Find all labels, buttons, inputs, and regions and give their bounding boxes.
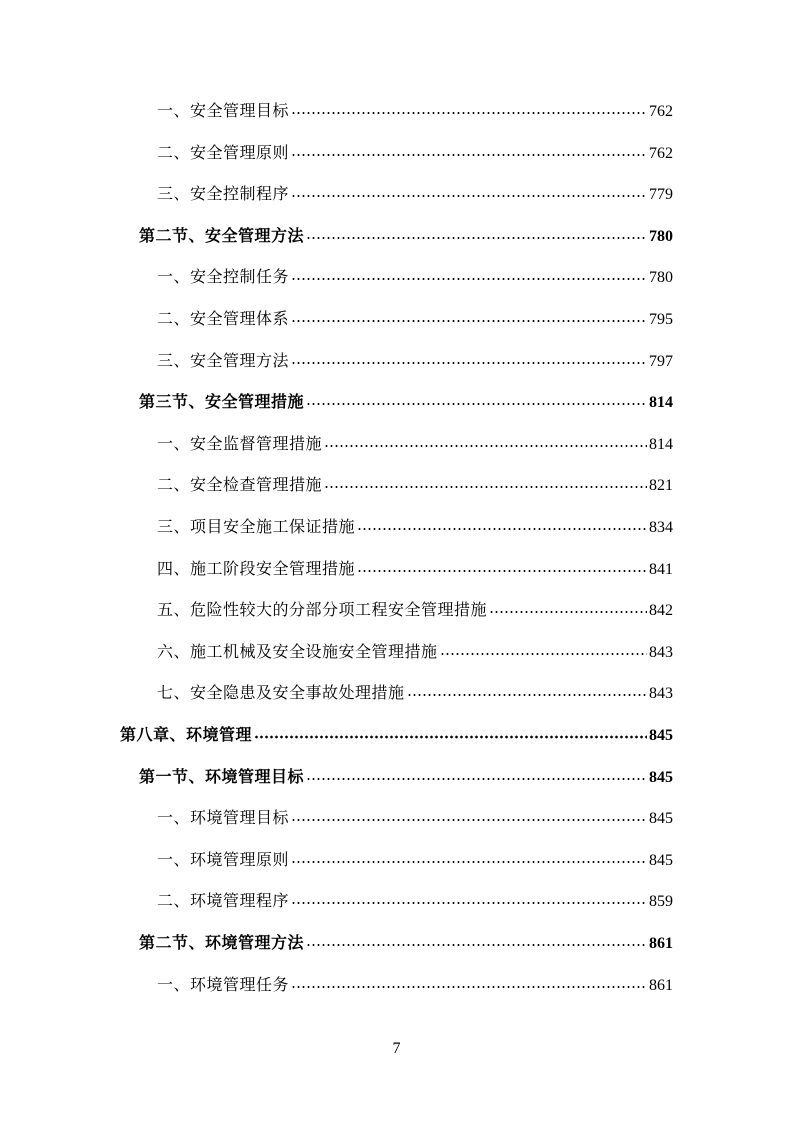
toc-subsection-entry[interactable] — [157, 554, 673, 584]
toc-entry-page-number: 841 — [649, 560, 673, 578]
toc-dot-leader — [440, 652, 647, 656]
toc-dot-leader — [291, 860, 647, 864]
toc-dot-leader — [254, 735, 647, 739]
toc-entry-page-number: 762 — [649, 144, 673, 162]
toc-chapter-entry[interactable] — [120, 720, 673, 750]
toc-entry-title: 第一节、环境管理目标 — [139, 766, 305, 786]
toc-entry-title: 三、安全管理方法 — [157, 350, 290, 370]
toc-entry-page-number: 780 — [649, 269, 673, 287]
toc-entry-title: 一、环境管理原则 — [157, 849, 290, 869]
toc-entry-title: 第八章、环境管理 — [120, 725, 253, 744]
toc-entry-title: 五、危险性较大的分部分项工程安全管理措施 — [157, 600, 488, 620]
toc-entry-page-number: 861 — [649, 935, 673, 952]
toc-dot-leader — [324, 485, 647, 489]
toc-entry-page-number: 845 — [649, 727, 673, 744]
toc-entry-page-number: 843 — [649, 685, 673, 703]
toc-subsection-entry[interactable] — [157, 637, 673, 667]
toc-dot-leader — [291, 277, 647, 281]
toc-entry-title: 一、环境管理目标 — [157, 808, 290, 828]
toc-entry-title: 二、安全管理原则 — [157, 142, 290, 162]
toc-dot-leader — [291, 901, 647, 905]
toc-entry-page-number: 843 — [649, 643, 673, 661]
toc-entry-title: 一、安全管理目标 — [157, 101, 290, 120]
toc-subsection-entry[interactable] — [157, 96, 673, 126]
toc-entry-page-number: 795 — [649, 311, 673, 328]
toc-subsection-entry[interactable] — [157, 803, 673, 833]
toc-entry-title: 一、安全控制任务 — [157, 267, 290, 287]
toc-entry-title: 三、项目安全施工保证措施 — [157, 517, 356, 536]
toc-subsection-entry[interactable] — [157, 886, 673, 916]
toc-entry-title: 一、环境管理任务 — [157, 974, 290, 994]
toc-dot-leader — [489, 610, 647, 614]
toc-entry-page-number: 842 — [649, 602, 673, 620]
page-number: 7 — [392, 1040, 401, 1057]
toc-entry-title: 二、安全检查管理措施 — [157, 475, 323, 495]
toc-dot-leader — [357, 569, 647, 573]
toc-section-entry[interactable] — [139, 762, 673, 792]
toc-entry-page-number: 845 — [649, 768, 673, 786]
toc-entry-title: 六、施工机械及安全设施安全管理措施 — [157, 641, 438, 661]
toc-dot-leader — [407, 693, 647, 697]
toc-entry-page-number: 814 — [649, 435, 673, 453]
toc-entry-title: 七、安全隐患及安全事故处理措施 — [157, 683, 405, 703]
toc-dot-leader — [291, 818, 647, 822]
toc-section-entry[interactable] — [139, 221, 673, 251]
toc-subsection-entry[interactable] — [157, 845, 673, 875]
toc-dot-leader — [291, 985, 647, 989]
toc-entry-title: 四、施工阶段安全管理措施 — [157, 558, 356, 578]
toc-entry-page-number: 779 — [649, 186, 673, 204]
toc-entry-page-number: 859 — [649, 893, 673, 911]
toc-entry-page-number: 797 — [649, 352, 673, 370]
toc-subsection-entry[interactable] — [157, 429, 673, 459]
toc-subsection-entry[interactable] — [157, 138, 673, 168]
toc-subsection-entry[interactable] — [157, 346, 673, 376]
toc-entry-page-number: 762 — [649, 103, 673, 120]
toc-subsection-entry[interactable] — [157, 304, 673, 334]
toc-dot-leader — [306, 943, 647, 947]
toc-subsection-entry[interactable] — [157, 595, 673, 625]
toc-entry-title: 一、安全监督管理措施 — [157, 433, 323, 453]
toc-entry-title: 第三节、安全管理措施 — [139, 392, 305, 412]
toc-entry-page-number: 780 — [649, 227, 673, 245]
toc-entry-page-number: 821 — [649, 477, 673, 495]
toc-dot-leader — [291, 361, 647, 365]
toc-dot-leader — [291, 153, 647, 157]
toc-entry-title: 二、环境管理程序 — [157, 891, 290, 911]
toc-subsection-entry[interactable] — [157, 262, 673, 292]
toc-dot-leader — [306, 777, 647, 781]
toc-section-entry[interactable] — [139, 928, 673, 958]
toc-dot-leader — [324, 444, 647, 448]
toc-dot-leader — [291, 111, 647, 115]
toc-entry-title: 三、安全控制程序 — [157, 184, 290, 204]
toc-entry-title: 第二节、环境管理方法 — [139, 933, 305, 952]
toc-subsection-entry[interactable] — [157, 470, 673, 500]
toc-subsection-entry[interactable] — [157, 678, 673, 708]
toc-section-entry[interactable] — [139, 387, 673, 417]
toc-dot-leader — [291, 194, 647, 198]
toc-dot-leader — [291, 319, 647, 323]
toc-subsection-entry[interactable] — [157, 179, 673, 209]
toc-entry-page-number: 861 — [649, 976, 673, 994]
toc-subsection-entry[interactable] — [157, 970, 673, 1000]
toc-subsection-entry[interactable] — [157, 512, 673, 542]
toc-entry-page-number: 845 — [649, 810, 673, 828]
toc-entry-title: 二、安全管理体系 — [157, 309, 290, 328]
toc-entry-title: 第二节、安全管理方法 — [139, 225, 305, 245]
toc-dot-leader — [306, 402, 647, 406]
toc-entry-page-number: 845 — [649, 851, 673, 869]
toc-dot-leader — [306, 236, 647, 240]
toc-entry-page-number: 814 — [649, 394, 673, 412]
toc-dot-leader — [357, 527, 647, 531]
toc-entry-page-number: 834 — [649, 519, 673, 536]
